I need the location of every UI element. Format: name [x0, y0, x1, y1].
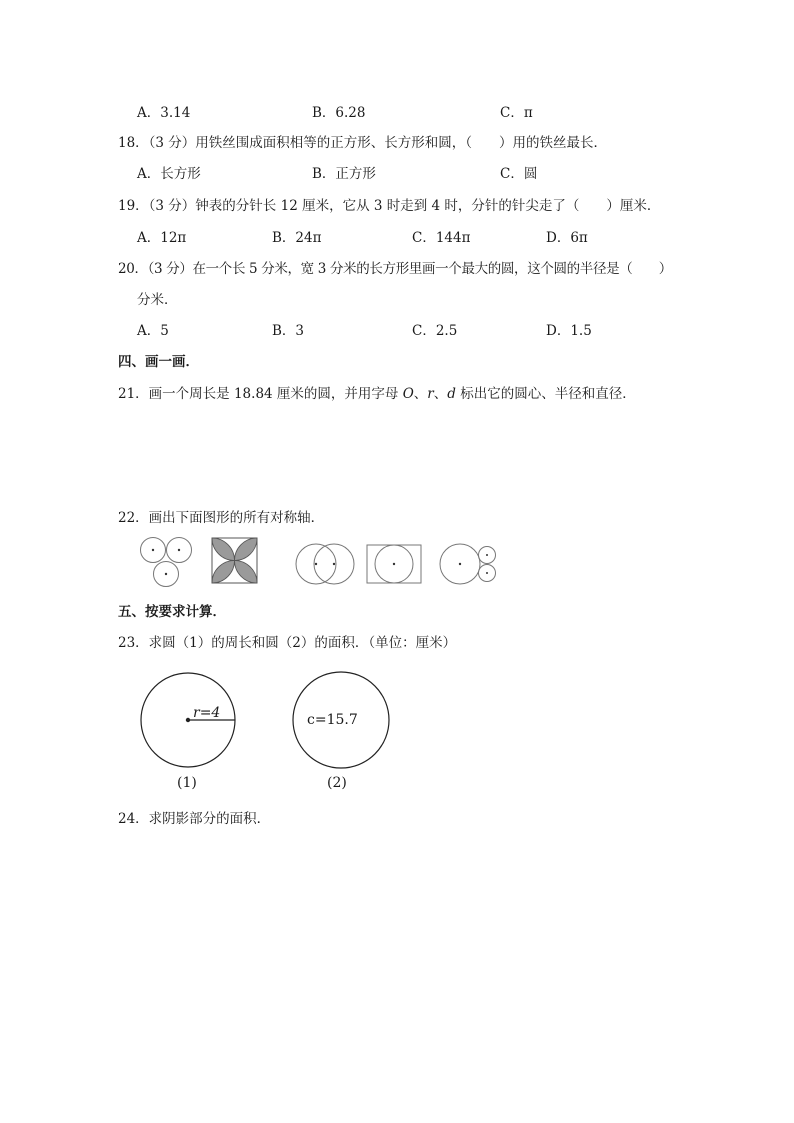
- q17-option-a: A．3.14: [137, 105, 191, 121]
- section-4-title: 四、画一画．: [118, 354, 199, 370]
- q21-sep1: 、: [413, 386, 428, 402]
- q17-option-b: B．6.28: [312, 105, 366, 121]
- q21-sep2: 、: [433, 386, 448, 402]
- q19-option-b: B．24π: [272, 230, 322, 246]
- q23-circle-1: [141, 673, 235, 767]
- q19-option-c: C．144π: [412, 230, 471, 246]
- q18-option-c: C．圆: [500, 166, 538, 182]
- q22-stem: 22．画出下面图形的所有对称轴．: [118, 510, 325, 526]
- q21-letter-r: r: [427, 386, 434, 402]
- q20-stem-line2: 分米．: [137, 292, 178, 308]
- q23-circle-2-caption: (2): [327, 775, 347, 791]
- q23-circle-2-circumference-label: c=15.7: [307, 712, 358, 728]
- q21-stem-after: 标出它的圆心、半径和直径．: [455, 386, 636, 402]
- q24-stem: 24．求阴影部分的面积．: [118, 811, 271, 827]
- q20-stem-line1: 20．（3 分）在一个长 5 分米，宽 3 分米的长方形里画一个最大的圆，这个圆的半径是（ ）: [118, 261, 672, 277]
- q18-stem: 18．（3 分）用铁丝围成面积相等的正方形、长方形和圆，（ ）用的铁丝最长．: [118, 135, 608, 151]
- q18-option-a: A．长方形: [137, 166, 201, 182]
- q20-option-d: D．1.5: [546, 323, 592, 339]
- q23-circle-1-caption: (1): [177, 775, 197, 791]
- q21-stem-before: 21．画一个周长是 18.84 厘米的圆，并用字母: [118, 386, 403, 402]
- q20-option-b: B．3: [272, 323, 305, 339]
- section-5-title: 五、按要求计算．: [118, 604, 226, 620]
- q18-option-b: B．正方形: [312, 166, 376, 182]
- q23-circle-1-radius-label: r=4: [193, 705, 221, 721]
- q19-stem: 19．（3 分）钟表的分针长 12 厘米，它从 3 时走到 4 时，分针的针尖走了（ ）厘米．: [118, 198, 661, 214]
- q21-letter-d: d: [447, 386, 456, 402]
- q20-option-c: C．2.5: [412, 323, 458, 339]
- q19-option-d: D．6π: [546, 230, 588, 246]
- q19-option-a: A．12π: [137, 230, 187, 246]
- q21-letter-o: O: [402, 386, 414, 402]
- q17-option-c: C．π: [500, 105, 533, 121]
- q20-option-a: A．5: [137, 323, 169, 339]
- q23-stem: 23．求圆（1）的周长和圆（2）的面积．（单位：厘米）: [118, 635, 457, 651]
